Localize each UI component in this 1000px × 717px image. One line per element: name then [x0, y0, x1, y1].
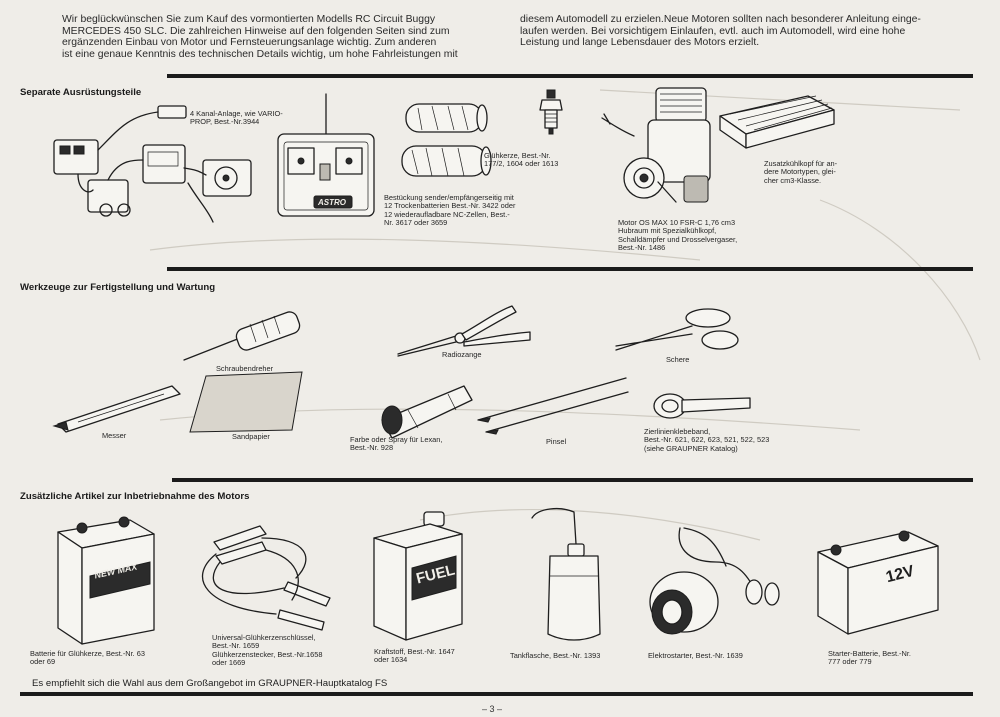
caption-knife: Messer — [102, 431, 127, 440]
paint-brush-illustration — [476, 374, 632, 436]
fuel-can-label: FUEL — [414, 561, 457, 588]
electric-starter-illustration — [646, 522, 780, 646]
caption-tape: Zierlinienklebeband, Best.-Nr. 621, 622, 623, 521, 522, 523 (siehe GRAUPNER Katalog) — [644, 427, 770, 453]
caption-glow-plug: Glühkerze, Best.-Nr. 177/2, 1604 oder 1613 — [484, 151, 559, 169]
caption-fuel: Kraftstoff, Best.-Nr. 1647 oder 1634 — [374, 647, 455, 665]
section-heading-tools: Werkzeuge zur Fertigstellung und Wartung — [20, 282, 216, 293]
caption-cooling-head: Zusatzkühlkopf für an- dere Motortypen, glei- cher cm3-Klasse. — [764, 159, 838, 185]
caption-paint: Farbe oder Spray für Lexan, Best.-Nr. 928 — [350, 435, 443, 453]
glow-battery-brand-label: NEW MAX — [93, 561, 139, 581]
engine-illustration — [600, 84, 720, 214]
caption-bottle: Tankflasche, Best.-Nr. 1393 — [510, 651, 601, 660]
section-rule-accessories — [172, 478, 973, 482]
caption-glow-battery: Batterie für Glühkerze, Best.-Nr. 63 oder 69 — [30, 649, 146, 667]
cooling-head-illustration — [716, 92, 838, 152]
glow-plug-illustration — [536, 88, 566, 136]
glow-plug-clip-illustration — [196, 518, 338, 632]
battery-cells-illustration — [398, 100, 494, 182]
sandpaper-illustration — [186, 370, 306, 434]
caption-scissors: Schere — [666, 355, 690, 364]
caption-starter-battery: Starter-Batterie, Best.-Nr. 777 oder 779 — [828, 649, 911, 667]
section-rule-tools — [167, 267, 973, 271]
caption-sandpaper: Sandpapier — [232, 432, 270, 441]
section-rule-equipment — [167, 74, 973, 78]
screwdriver-illustration — [180, 310, 304, 366]
paint-tube-illustration — [368, 380, 478, 442]
striping-tape-illustration — [650, 388, 754, 424]
intro-text-left: Wir beglückwünschen Sie zum Kauf des vormontierten Modells RC Circuit Buggy MERCEDES 450 SLC. Die zahlreichen Hinweise auf den folgenden Seiten sind zum ergänzenden Einbau von Motor und Fernsteuerungsanlage wichtig. Zum anderen ist eine genaue Kenntnis des technischen Details wichtig, um hohe Fahrleistungen mit — [62, 14, 458, 60]
fuel-bottle-illustration — [530, 504, 602, 642]
caption-brush: Pinsel — [546, 437, 567, 446]
page-number: – 3 – — [482, 704, 503, 714]
caption-glow-clip: Universal-Glühkerzenschlüssel, Best.-Nr. 1659 Glühkerzenstecker, Best.-Nr.1658 oder 1669 — [212, 633, 323, 668]
scissors-illustration — [612, 304, 742, 354]
starter-battery-label: 12V — [884, 562, 916, 587]
caption-pliers: Radiozange — [442, 350, 482, 359]
intro-text-right: diesem Automodell zu erzielen.Neue Motoren sollten nach besonderer Anleitung einge- laufen werden. Bei vorsichtigem Einlaufen, evtl. auch im Automodell, wird eine hohe Leistung und lange Lebensdauer des Motors erzielt. — [520, 14, 921, 49]
caption-engine: Motor OS MAX 10 FSR-C 1,76 cm3 Hubraum mit Spezialkühlkopf, Schalldämpfer und Drosselvergaser, Best.-Nr. 1486 — [618, 218, 738, 253]
utility-knife-illustration — [52, 380, 184, 432]
footer-recommendation: Es empfiehlt sich die Wahl aus dem Großangebot im GRAUPNER-Hauptkatalog FS — [32, 678, 388, 689]
starter-battery-illustration — [814, 512, 942, 636]
section-heading-accessories: Zusätzliche Artikel zur Inbetriebnahme des Motors — [20, 491, 250, 502]
section-heading-equipment: Separate Ausrüstungsteile — [20, 87, 142, 98]
footer-rule — [20, 692, 973, 696]
caption-screwdriver: Schraubendreher — [216, 364, 274, 373]
transmitter-brand-label: ASTRO — [318, 198, 346, 207]
caption-rc-set: 4 Kanal-Anlage, wie VARIO- PROP, Best.-Nr.3944 — [190, 109, 283, 127]
caption-batteries: Bestückung sender/empfängerseitig mit 12 Trockenbatterien Best.-Nr. 3422 oder 12 wiederaufladbare NC-Zellen, Best.- Nr. 3617 oder 3659 — [384, 193, 516, 228]
caption-starter: Elektrostarter, Best.-Nr. 1639 — [648, 651, 743, 660]
